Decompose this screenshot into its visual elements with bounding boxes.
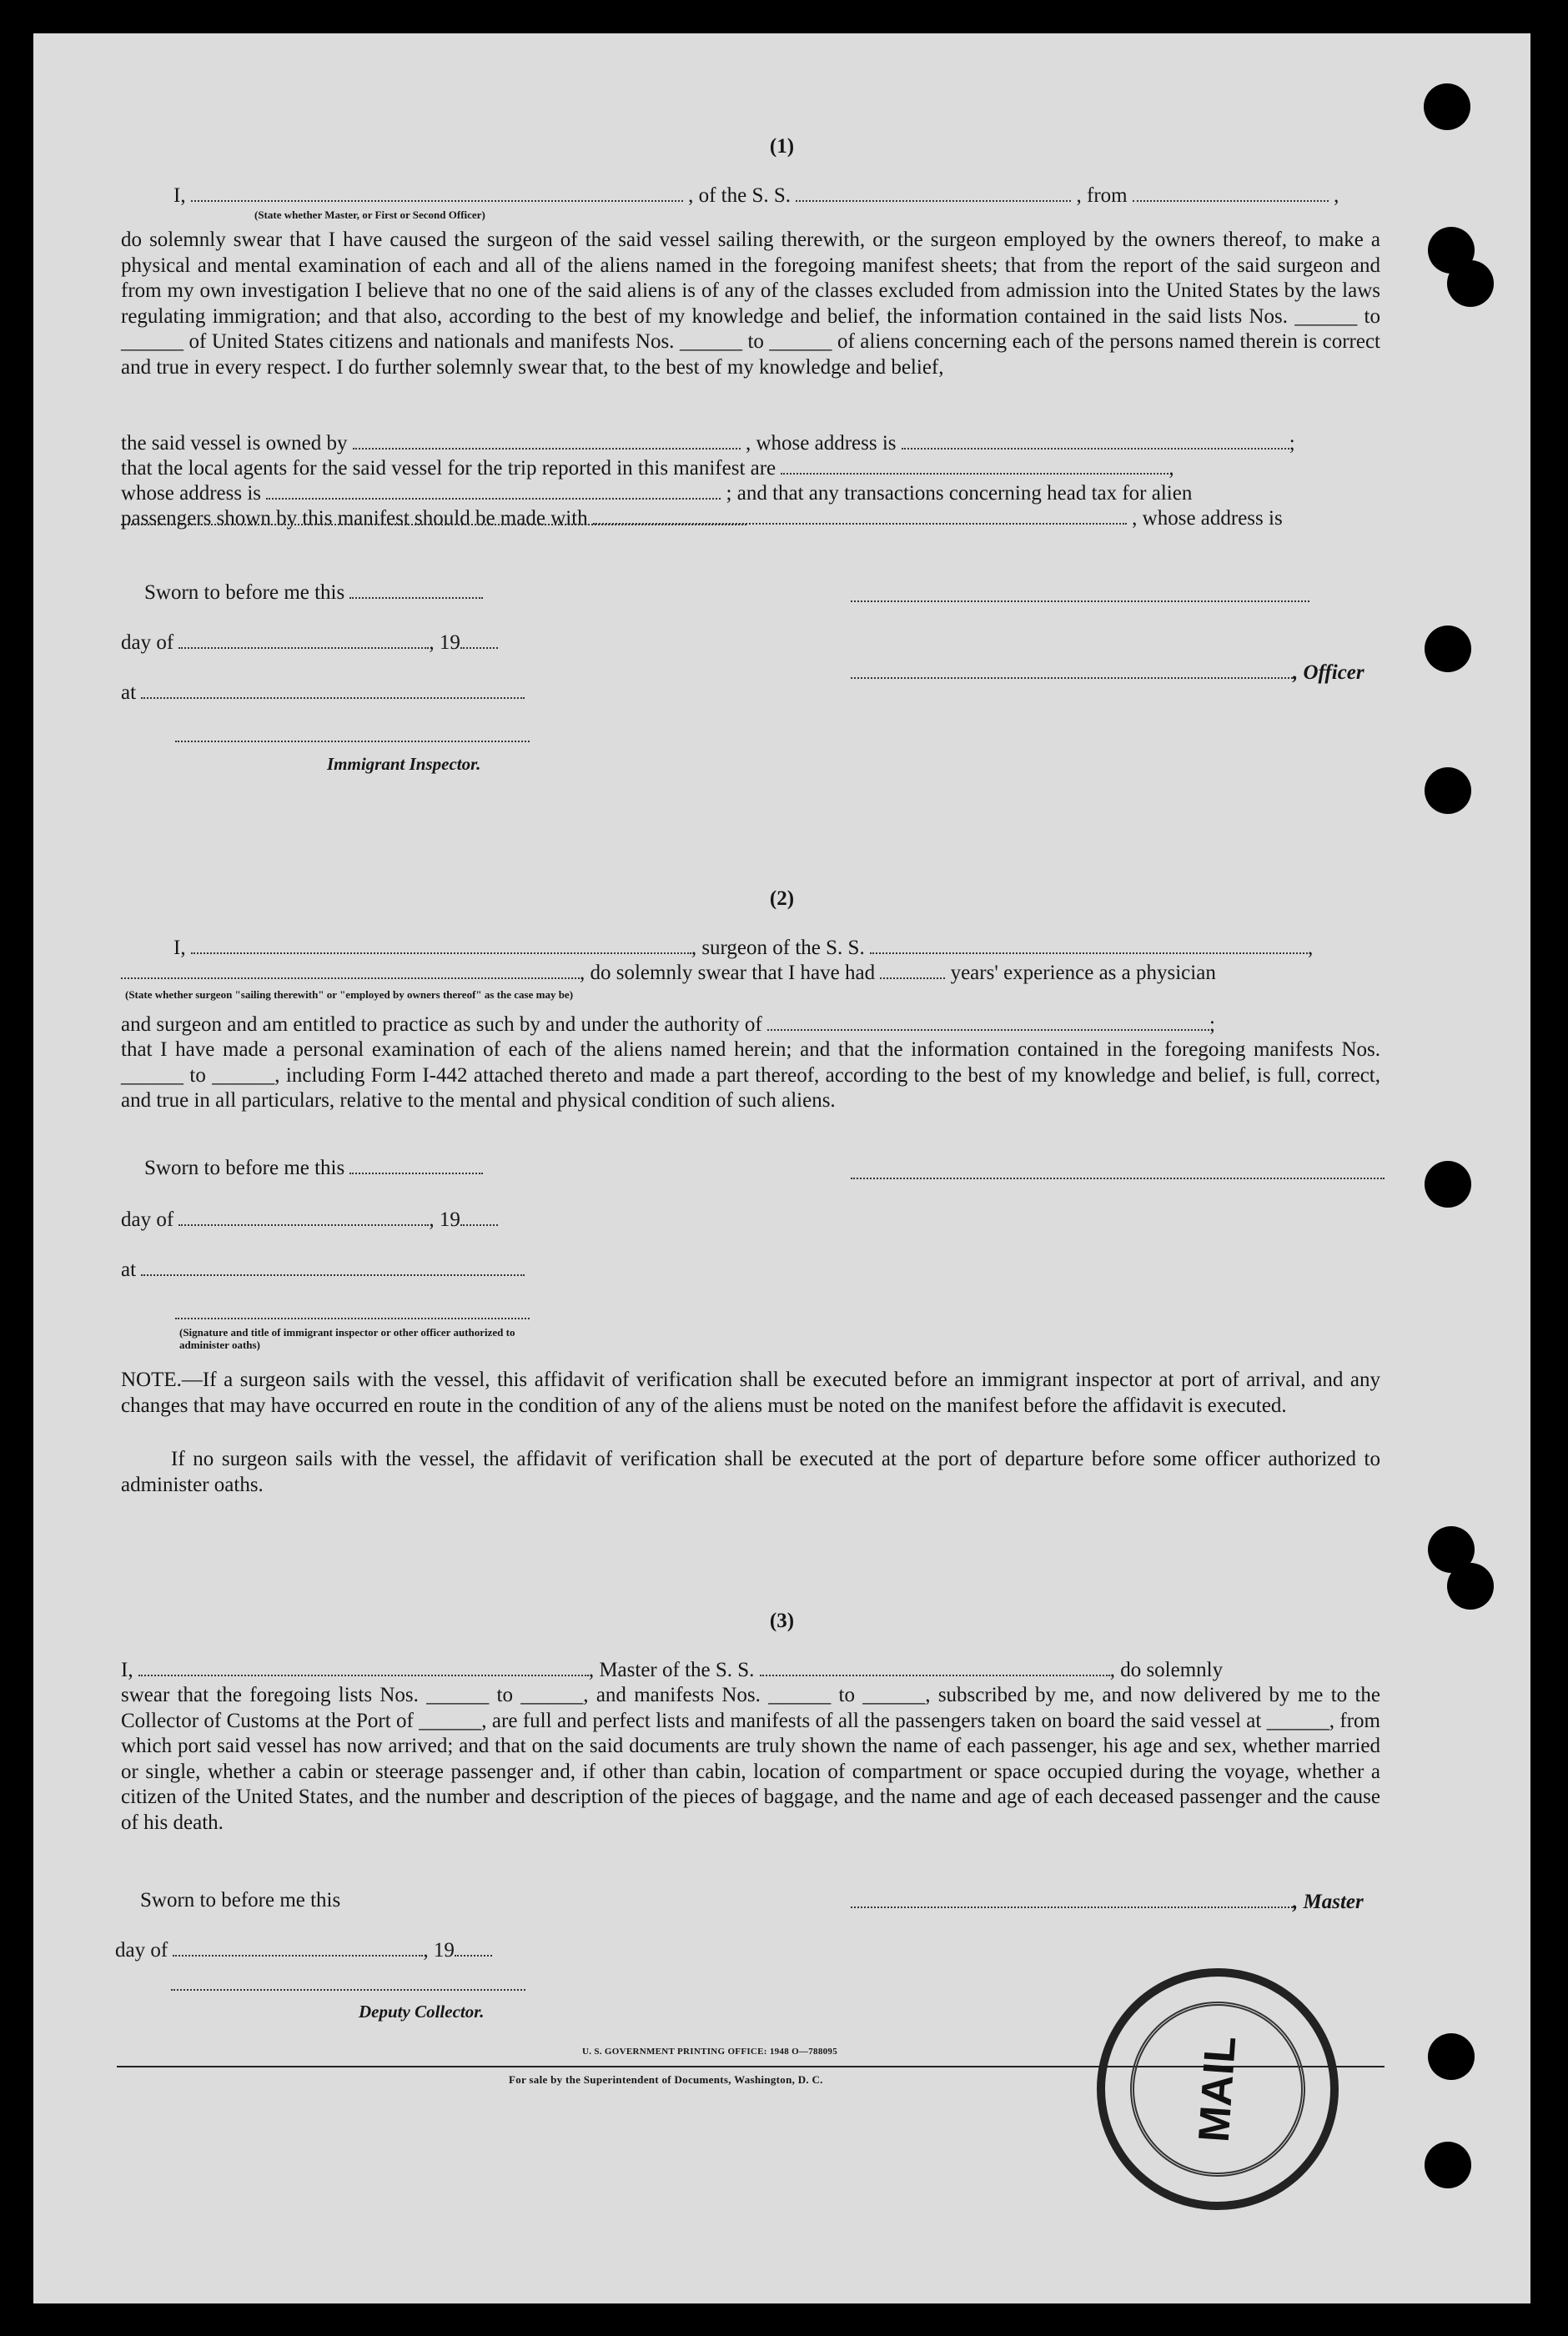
years-experience-field[interactable]	[880, 961, 945, 979]
s3-day-field[interactable]	[173, 1938, 423, 1957]
head-tax-party-field[interactable]	[593, 506, 1127, 525]
s1-agents-line: that the local agents for the said vessel for the trip reported in this manifest are ,	[121, 457, 1174, 480]
s1-at-field[interactable]	[141, 681, 525, 699]
owner-address-field[interactable]	[902, 431, 1289, 450]
s2-line2: , do solemnly swear that I have had years' experience as a physician	[121, 961, 1385, 987]
s3-body: swear that the foregoing lists Nos. ______ to ______, and manifests Nos. ______ to ______, subscribed by me, and now delivered by me to the Collector of Customs at the Port of ______, are full and perfect lists and manifests of all the passengers taken on board the said vessel at ______, from which port said vessel has now arrived; and that on the said documents are truly shown the name of each passenger, his age and sex, whether married or single, whether a cabin or steerage passenger and, if other than cabin, location of compartment or space occupied during the voyage, whether a citizen of the United States, and the number and description of the pieces of baggage, and the name and age of each deceased passenger and the cause of his death.	[121, 1684, 1380, 1834]
s2-body1: and surgeon and am entitled to practice as such by and under the authority of ;	[121, 1013, 1215, 1036]
s1-caption: (State whether Master, or First or Second Officer)	[254, 208, 485, 221]
s2-signature-caption: (Signature and title of immigrant inspector or other officer authorized to administer oaths)	[179, 1326, 515, 1351]
agents-address-field[interactable]	[266, 481, 721, 500]
stamp-main-text: MAIL	[1189, 2034, 1246, 2144]
master-name-field[interactable]	[138, 1658, 589, 1676]
surgeon-name-field[interactable]	[191, 936, 691, 954]
s3-year-field[interactable]	[455, 1938, 492, 1957]
s2-surgeon-signature-line[interactable]	[851, 1178, 1385, 1179]
s1-officer-line: , Officer	[851, 661, 1385, 686]
section-3-number: (3)	[769, 1610, 795, 1632]
s1-day-field[interactable]	[178, 630, 429, 649]
s2-day-field[interactable]	[178, 1208, 429, 1226]
binder-hole	[1425, 767, 1471, 814]
s2-at-field[interactable]	[141, 1258, 525, 1276]
s1-line1: I, , of the S. S. , from ,	[173, 184, 1339, 207]
printing-office-imprint: U. S. GOVERNMENT PRINTING OFFICE: 1948 O—788095	[582, 2047, 838, 2057]
binder-hole	[1425, 2142, 1471, 2188]
s2-body2: that I have made a personal examination of each of the aliens named herein; and that the information contained in the foregoing manifests Nos. ______ to ______, including Form I-442 attached thereto and made a part thereof, according to the best of my knowledge and belief, is full, correct, and true in all particulars, relative to the mental and physical condition of such aliens.	[121, 1038, 1380, 1112]
s2-inspector-signature-line[interactable]	[175, 1318, 530, 1319]
s1-officer-signature-line-1[interactable]	[851, 600, 1309, 602]
s2-at: at	[121, 1258, 525, 1284]
s2-day-of: day of , 19	[121, 1208, 498, 1233]
master-signature-field[interactable]	[851, 1890, 1293, 1908]
s2-sworn: Sworn to before me this	[144, 1156, 483, 1182]
authority-field[interactable]	[767, 1012, 1209, 1031]
s1-address-continuation-line[interactable]	[121, 524, 746, 525]
section-1-number: (1)	[769, 135, 795, 158]
s2-note1: NOTE.—If a surgeon sails with the vessel, this affidavit of verification shall be executed before an immigrant inspector at port of arrival, and any changes that may have occurred en route in the condition of any of the aliens must be noted on the manifest before the affidavit is executed.	[121, 1369, 1380, 1417]
binder-hole	[1447, 260, 1494, 307]
binder-hole	[1428, 2033, 1475, 2080]
s3-deputy-label: Deputy Collector.	[359, 2002, 485, 2022]
immigration-mail-stamp	[1081, 1952, 1354, 2226]
vessel-name-field[interactable]	[796, 183, 1071, 202]
s3-vessel-field[interactable]	[760, 1658, 1110, 1676]
local-agents-field[interactable]	[781, 456, 1168, 475]
s1-sworn-date-field[interactable]	[349, 580, 483, 599]
s2-caption: (State whether surgeon "sailing therewith" or "employed by owners thereof" as the case may be)	[125, 988, 574, 1001]
s2-line1: I, , surgeon of the S. S. ,	[173, 937, 1314, 959]
binder-hole	[1424, 83, 1470, 130]
owner-field[interactable]	[353, 431, 741, 450]
s1-inspector-label: Immigrant Inspector.	[327, 754, 481, 774]
binder-hole	[1425, 1161, 1471, 1208]
s3-master-line: , Master	[851, 1890, 1385, 1916]
manifest-affidavit-sheet	[33, 33, 1530, 2303]
binder-hole	[1447, 1563, 1494, 1610]
officer-title-field[interactable]	[191, 183, 683, 202]
s1-year-field[interactable]	[460, 630, 498, 649]
s2-note2: If no surgeon sails with the vessel, the affidavit of verification shall be executed at the port of departure before some officer authorized to administer oaths.	[121, 1448, 1380, 1496]
surgeon-status-field[interactable]	[121, 961, 580, 979]
s2-sworn-date-field[interactable]	[349, 1156, 483, 1174]
s1-passengers-line: passengers shown by this manifest should be made with , whose address is	[121, 507, 1283, 530]
s3-line1: I, , Master of the S. S. , do solemnly	[121, 1659, 1224, 1681]
s3-sworn: Sworn to before me this	[140, 1889, 341, 1912]
s1-at: at	[121, 681, 525, 706]
s1-address-line: whose address is ; and that any transactions concerning head tax for alien	[121, 482, 1193, 505]
s1-owned-line: the said vessel is owned by , whose address is ;	[121, 432, 1295, 455]
section-2-number: (2)	[769, 887, 795, 910]
s1-sworn: Sworn to before me this	[144, 580, 483, 606]
from-port-field[interactable]	[1133, 183, 1329, 202]
s1-officer-signature-field[interactable]	[851, 661, 1293, 679]
s3-collector-signature-line[interactable]	[171, 1989, 525, 1991]
binder-hole	[1425, 625, 1471, 672]
s2-vessel-field[interactable]	[870, 936, 1308, 954]
s1-day-of: day of , 19	[121, 630, 498, 656]
s2-year-field[interactable]	[460, 1208, 498, 1226]
s3-day-of: day of , 19	[115, 1938, 492, 1964]
s1-body: do solemnly swear that I have caused the surgeon of the said vessel sailing therewith, or the surgeon employed by the owners thereof, to make a physical and mental examination of each and all of the aliens named in the foregoing manifest sheets; that from the report of the said surgeon and from my own investigation I believe that no one of the said aliens is of any of the classes excluded from admission into the United States by the laws regulating immigration; and that also, according to the best of my knowledge and belief, the information contained in the said lists Nos. ______ to ______ of United States citizens and nationals and manifests Nos. ______ to ______ of aliens concerning each of the persons named therein is correct and true in every respect. I do further solemnly swear that, to the best of my knowledge and belief,	[121, 229, 1380, 379]
s1-inspector-signature-line[interactable]	[175, 741, 530, 742]
for-sale-notice: For sale by the Superintendent of Documents, Washington, D. C.	[509, 2073, 823, 2086]
